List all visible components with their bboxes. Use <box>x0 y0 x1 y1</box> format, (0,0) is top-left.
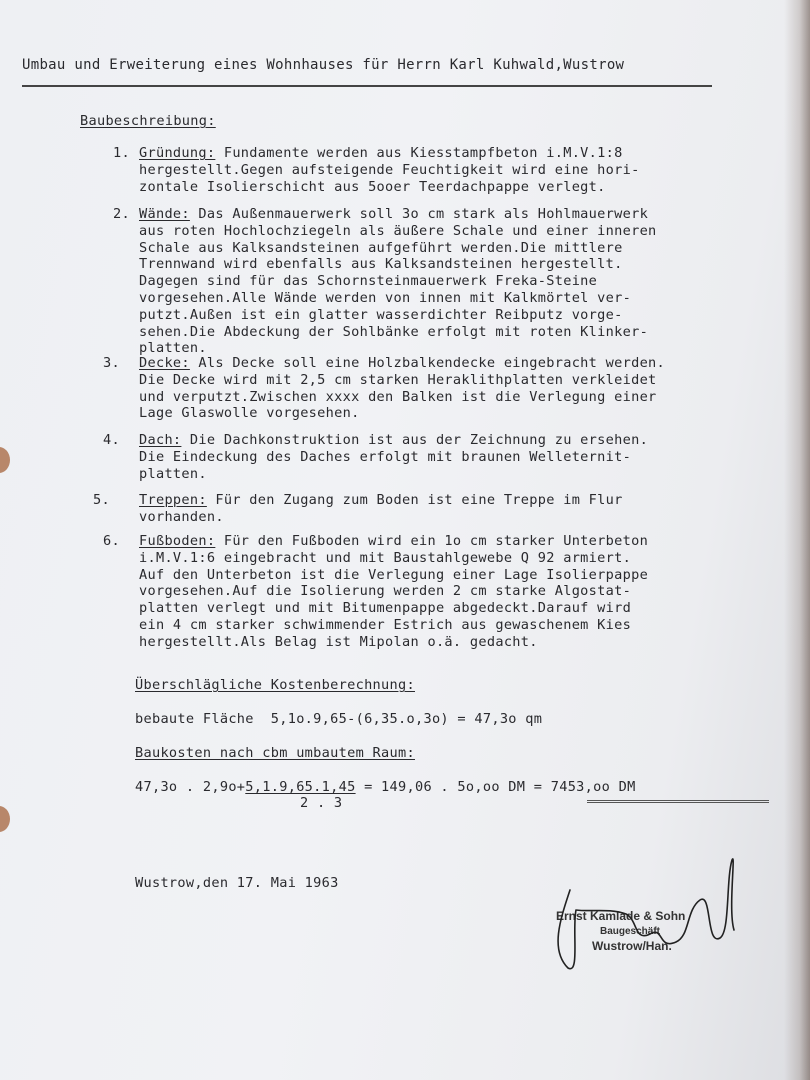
item-text-line: i.M.V.1:6 eingebracht und mit Baustahlgewebe Q 92 armiert. <box>139 549 632 566</box>
item-label: Treppen: <box>139 492 207 508</box>
item-text-line <box>139 533 648 550</box>
item-text-line: zontale Isolierschicht aus 5ooer Teerdachpappe verlegt. <box>139 178 606 195</box>
item-text-line: platten. <box>139 465 207 482</box>
item-number: 1. <box>113 145 130 161</box>
item-first-line-text: Das Außenmauerwerk soll 3o cm stark als Hohlmauerwerk <box>189 206 649 222</box>
item-text-line: Schale aus Kalksandsteinen aufgeführt werden.Die mittlere <box>139 239 623 256</box>
stamp-line-company: Ernst Kamlade & Sohn <box>556 909 686 923</box>
item-text-line: Lage Glaswolle vorgesehen. <box>139 405 360 422</box>
document-header: Umbau und Erweiterung eines Wohnhauses für Herrn Karl Kuhwald,Wustrow <box>22 57 625 73</box>
item-label: Decke: <box>139 355 190 371</box>
header-double-rule <box>22 85 712 87</box>
calc-denominator: 2 . 3 <box>300 795 343 811</box>
built-area-line: bebaute Fläche 5,1o.9,65-(6,35.o,3o) = 47,3o qm <box>135 711 543 727</box>
item-label: Wände: <box>139 206 190 222</box>
item-text-line: aus roten Hochlochziegeln als äußere Schale und einer inneren <box>139 222 657 239</box>
item-number: 2. <box>113 206 130 222</box>
item-text-line: vorgesehen.Auf die Isolierung werden 2 cm starke Algostat- <box>139 583 632 600</box>
item-text-line <box>139 432 648 449</box>
section-title: Baubeschreibung: <box>80 113 216 129</box>
item-number: 5. <box>93 492 110 508</box>
stamp-line-town: Wustrow/Han. <box>592 939 672 953</box>
item-text-line: platten. <box>139 340 207 357</box>
item-text-line: putzt.Außen ist ein glatter wasserdichter Reibputz vorge- <box>139 306 623 323</box>
item-number: 6. <box>103 533 120 549</box>
item-text-line: vorgesehen.Alle Wände werden von innen mit Kalkmörtel ver- <box>139 290 632 306</box>
calc-result: = 149,06 . 5o,oo DM = 7453,oo DM <box>355 779 636 795</box>
item-text-line: platten verlegt und mit Bitumenpappe abgedeckt.Darauf wird <box>139 600 632 617</box>
paper-edge-shadow <box>784 0 810 1080</box>
item-label: Dach: <box>139 432 182 448</box>
item-text-line: Die Decke wird mit 2,5 cm starken Heraklithplatten verkleidet <box>139 371 657 388</box>
cost-subtitle: Baukosten nach cbm umbautem Raum: <box>135 745 415 761</box>
item-text-line <box>139 206 648 223</box>
item-text-line <box>139 492 623 509</box>
item-text-line: hergestellt.Gegen aufsteigende Feuchtigkeit wird eine hori- <box>139 161 640 178</box>
item-number: 3. <box>103 355 120 371</box>
item-first-line-text: Für den Fußboden wird ein 1o cm starker Unterbeton <box>215 533 649 549</box>
stamp-line-business: Baugeschäft <box>600 926 661 937</box>
item-text-line <box>139 145 623 162</box>
handwritten-signature <box>530 850 760 980</box>
calc-numerator: 5,1.9,65.1,45 <box>245 779 356 795</box>
company-stamp-signature <box>530 850 760 980</box>
cost-calculation <box>135 779 636 796</box>
item-label: Fußboden: <box>139 533 216 549</box>
cost-title: Überschlägliche Kostenberechnung: <box>135 677 415 693</box>
calc-lead: 47,3o . 2,9o+ <box>135 779 246 795</box>
item-first-line-text: Die Dachkonstruktion ist aus der Zeichnung zu ersehen. <box>181 432 649 448</box>
item-text-line: Trennwand wird ebenfalls aus Kalksandsteinen hergestellt. <box>139 256 623 273</box>
item-text-line: Auf den Unterbeton ist die Verlegung einer Lage Isolierpappe <box>139 566 649 583</box>
item-text-line: vorhanden. <box>139 508 224 525</box>
item-text-line: hergestellt.Als Belag ist Mipolan o.ä. gedacht. <box>139 633 538 650</box>
item-text-line: Dagegen sind für das Schornsteinmauerwerk Freka-Steine <box>139 273 598 290</box>
item-text-line: Die Eindeckung des Daches erfolgt mit braunen Welleternit- <box>139 448 632 465</box>
item-text-line <box>139 355 665 372</box>
place-date: Wustrow,den 17. Mai 1963 <box>135 875 339 891</box>
item-number: 4. <box>103 432 120 448</box>
total-double-rule <box>587 800 769 803</box>
item-first-line-text: Für den Zugang zum Boden ist eine Treppe im Flur <box>206 492 623 508</box>
item-first-line-text: Fundamente werden aus Kiesstampfbeton i.M.V.1:8 <box>215 145 623 161</box>
item-label: Gründung: <box>139 145 216 161</box>
item-text-line: ein 4 cm starker schwimmender Estrich aus gewaschenem Kies <box>139 617 632 633</box>
item-first-line-text: Als Decke soll eine Holzbalkendecke eingebracht werden. <box>189 355 666 371</box>
item-text-line: und verputzt.Zwischen xxxx den Balken ist die Verlegung einer <box>139 388 657 405</box>
item-text-line: sehen.Die Abdeckung der Sohlbänke erfolgt mit roten Klinker- <box>139 323 649 340</box>
